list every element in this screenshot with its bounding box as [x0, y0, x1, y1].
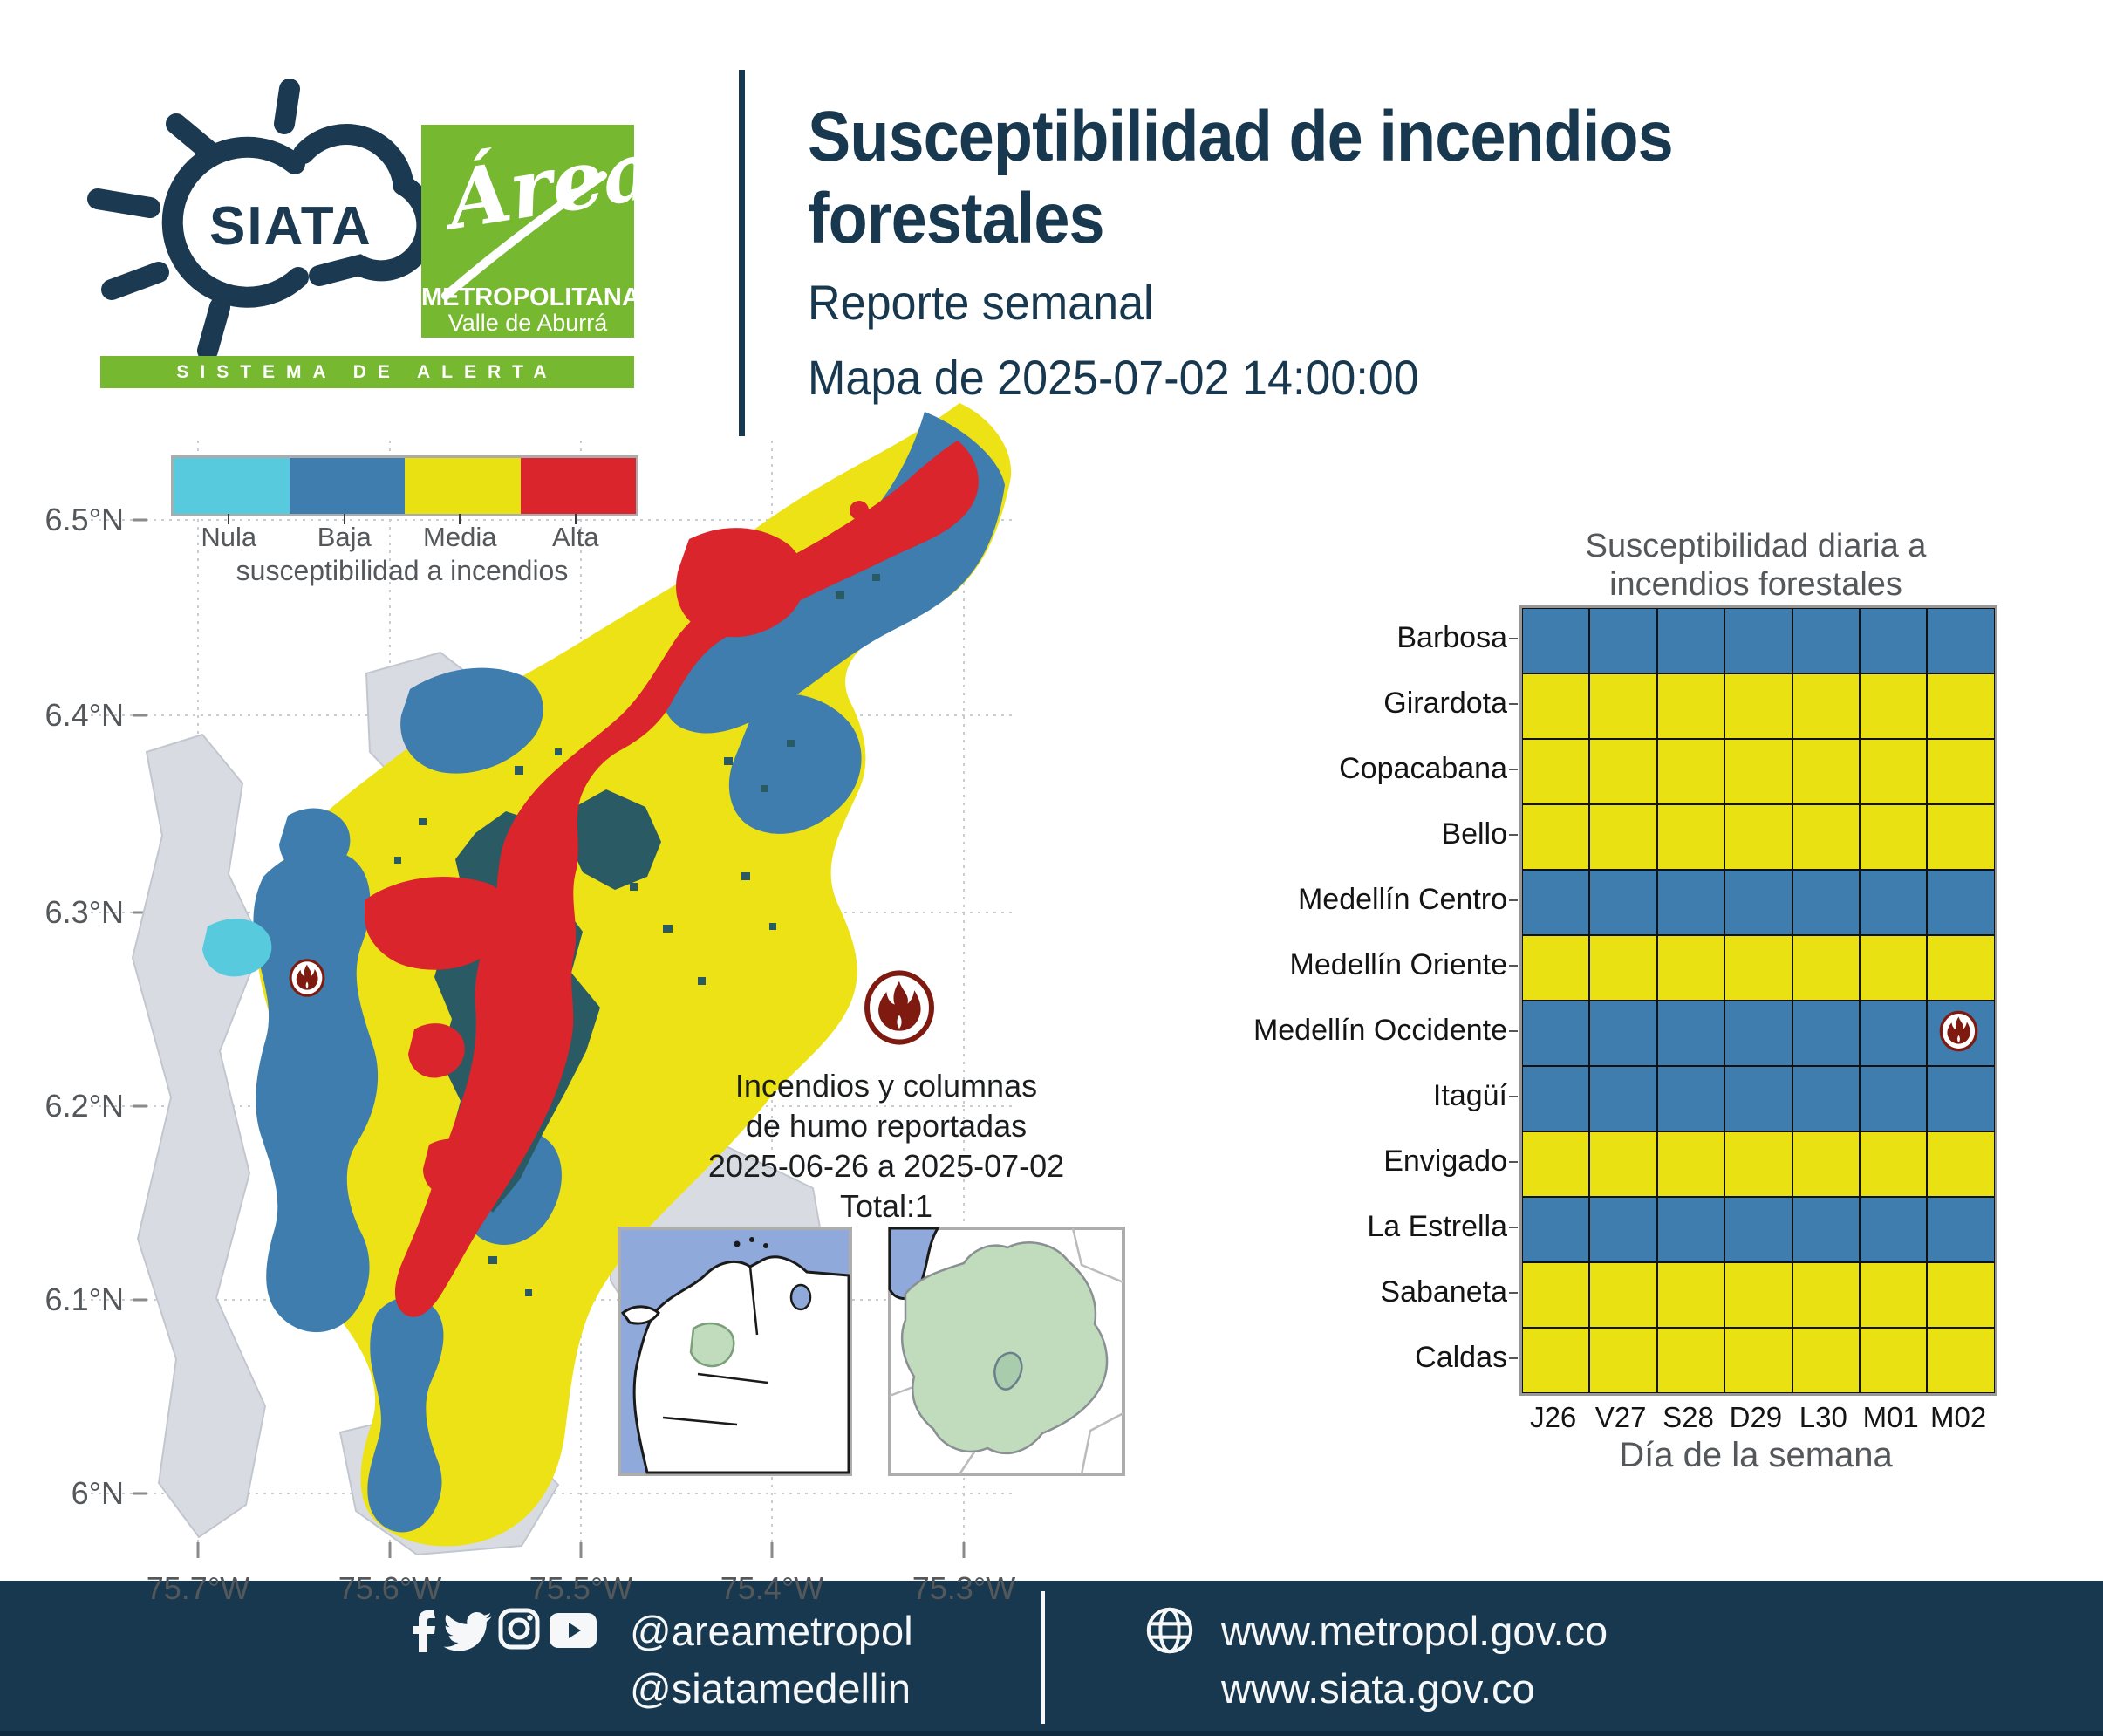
heatmap-cell — [1724, 804, 1792, 870]
heatmap-cell — [1792, 1262, 1860, 1328]
legend-swatch-Baja — [290, 458, 406, 514]
fire-emblem-icon — [867, 973, 932, 1042]
heatmap-row-label: Medellín Oriente — [1289, 948, 1507, 981]
heatmap-cell — [1792, 1001, 1860, 1066]
heatmap-cell — [1927, 804, 1994, 870]
legend-swatch-Alta — [521, 458, 637, 514]
heatmap-cell — [1724, 1328, 1792, 1393]
heatmap-cell — [1522, 1328, 1589, 1393]
heatmap-cell — [1724, 739, 1792, 804]
heatmap-cell — [1927, 1066, 1994, 1131]
heatmap-cell — [1522, 739, 1589, 804]
footer-divider — [1041, 1591, 1045, 1724]
heatmap-cell — [1927, 1131, 1994, 1197]
social-handle-areametropol[interactable]: @areametropol — [630, 1608, 913, 1654]
heatmap-cell — [1792, 1197, 1860, 1262]
map-timestamp: Mapa de 2025-07-02 14:00:00 — [808, 350, 1419, 405]
heatmap-cell — [1792, 739, 1860, 804]
heatmap-cell — [1657, 608, 1724, 673]
heatmap-xtick-label: D29 — [1729, 1401, 1783, 1433]
heatmap-cell — [1860, 1066, 1927, 1131]
map-fire-marker — [290, 960, 324, 995]
heatmap-cell — [1657, 673, 1724, 739]
heatmap-cell — [1589, 870, 1656, 935]
heatmap-cell — [1927, 673, 1994, 739]
heatmap-row-label: Girardota — [1383, 687, 1507, 720]
heatmap-row-tick — [1509, 703, 1518, 705]
heatmap-cell — [1860, 1262, 1927, 1328]
legend-label-Alta: Alta — [552, 522, 599, 552]
social-handle-siatamedellin[interactable]: @siatamedellin — [630, 1665, 912, 1712]
heatmap-cell — [1522, 673, 1589, 739]
heatmap-cell — [1657, 1197, 1724, 1262]
heatmap-row-tick — [1509, 1292, 1518, 1294]
heatmap-cell — [1792, 673, 1860, 739]
map-xtick-label: 75.4°W — [720, 1570, 824, 1606]
heatmap-cell — [1522, 1262, 1589, 1328]
heatmap-cell — [1860, 673, 1927, 739]
heatmap-row-tick — [1509, 965, 1518, 967]
heatmap-cell — [1522, 1197, 1589, 1262]
heatmap-cell — [1657, 935, 1724, 1001]
globe-icon — [1144, 1605, 1195, 1656]
map-xtick-label: 75.3°W — [912, 1570, 1016, 1606]
map-ytick-label: 6.5°N — [44, 502, 124, 537]
annotation-line2: de humo reportadas — [745, 1108, 1028, 1144]
heatmap-row-tick — [1509, 1161, 1518, 1163]
heatmap-cell — [1657, 1262, 1724, 1328]
heatmap-cell — [1522, 804, 1589, 870]
siata-logo-label: SIATA — [209, 196, 372, 256]
heatmap-cell — [1860, 1197, 1927, 1262]
heatmap-row-label: Medellín Occidente — [1253, 1014, 1507, 1047]
heatmap-row-tick — [1509, 1227, 1518, 1228]
heatmap-xtick-label: S28 — [1663, 1401, 1714, 1433]
heatmap-cell — [1792, 1131, 1860, 1197]
heatmap-cell — [1522, 608, 1589, 673]
heatmap-row-label: Itagüí — [1432, 1079, 1507, 1112]
heatmap-row-label: Medellín Centro — [1297, 883, 1507, 916]
annotation-line3: 2025-06-26 a 2025-07-02 — [707, 1148, 1065, 1184]
report-subtitle: Reporte semanal — [808, 275, 1154, 330]
heatmap-row-label: Caldas — [1415, 1341, 1507, 1374]
heatmap-row-tick — [1509, 899, 1518, 901]
heatmap-row-label: Copacabana — [1339, 752, 1507, 785]
heatmap-cell — [1657, 1328, 1724, 1393]
heatmap-cell — [1927, 1262, 1994, 1328]
heatmap-row-tick — [1509, 769, 1518, 770]
heatmap-cell — [1589, 1066, 1656, 1131]
map-ytick-label: 6.2°N — [44, 1088, 124, 1124]
heatmap-cell — [1792, 1066, 1860, 1131]
annotation-line4: Total:1 — [839, 1188, 933, 1224]
twitter-icon[interactable] — [443, 1612, 492, 1652]
inset-map-colombia — [619, 1228, 850, 1474]
heatmap-cell — [1657, 1001, 1724, 1066]
heatmap-row-label: Sabaneta — [1380, 1275, 1507, 1309]
heatmap-xtick-label: L30 — [1799, 1401, 1847, 1433]
heatmap-cell — [1589, 1197, 1656, 1262]
heatmap-cell — [1927, 608, 1994, 673]
map-ytick-label: 6°N — [71, 1475, 124, 1511]
heatmap-cell — [1657, 1131, 1724, 1197]
heatmap-cell — [1860, 870, 1927, 935]
website-siata[interactable]: www.siata.gov.co — [1221, 1665, 1535, 1712]
heatmap-cell — [1522, 1131, 1589, 1197]
heatmap-cell — [1589, 1328, 1656, 1393]
heatmap-cell — [1522, 1001, 1589, 1066]
heatmap-row-label: La Estrella — [1367, 1210, 1507, 1243]
map-xtick-label: 75.5°W — [529, 1570, 633, 1606]
heatmap-cell — [1589, 739, 1656, 804]
heatmap-cell — [1589, 673, 1656, 739]
website-metropol[interactable]: www.metropol.gov.co — [1221, 1608, 1608, 1654]
heatmap-cell — [1792, 1328, 1860, 1393]
title-divider — [739, 70, 745, 436]
heatmap-row-tick — [1509, 1096, 1518, 1097]
heatmap-cell — [1589, 1131, 1656, 1197]
heatmap-cell — [1657, 870, 1724, 935]
heatmap-row-tick — [1509, 1357, 1518, 1359]
heatmap-xlabel: Día de la semana — [1619, 1436, 1893, 1474]
amva-line1: METROPOLITANA — [421, 284, 640, 311]
heatmap-row-label: Envigado — [1383, 1145, 1507, 1178]
heatmap-cell — [1860, 739, 1927, 804]
heatmap-cell — [1927, 1328, 1994, 1393]
heatmap-row-tick — [1509, 834, 1518, 836]
heatmap-title-line1: Susceptibilidad diaria a — [1585, 528, 1927, 564]
legend-label-Media: Media — [423, 522, 497, 552]
heatmap-cell — [1589, 1001, 1656, 1066]
youtube-icon[interactable] — [550, 1613, 597, 1648]
legend-labels — [171, 522, 633, 553]
heatmap-cell — [1724, 870, 1792, 935]
heatmap-cell — [1860, 804, 1927, 870]
legend-label-Nula: Nula — [201, 522, 257, 552]
legend-swatch-Media — [405, 458, 521, 514]
heatmap-grid — [1519, 605, 1997, 1396]
heatmap-cell — [1724, 935, 1792, 1001]
heatmap-xtick-label: V27 — [1594, 1401, 1647, 1433]
heatmap-cell — [1724, 608, 1792, 673]
heatmap-cell — [1657, 804, 1724, 870]
heatmap-cell — [1860, 1131, 1927, 1197]
heatmap-cell — [1589, 608, 1656, 673]
heatmap-cell — [1927, 1197, 1994, 1262]
heatmap-row-label: Barbosa — [1396, 621, 1507, 654]
heatmap-cell — [1860, 608, 1927, 673]
heatmap-cell — [1657, 739, 1724, 804]
siata-banner: SISTEMA DE ALERTA TEMPRANA — [100, 356, 634, 388]
heatmap-row-tick — [1509, 1030, 1518, 1032]
legend-caption: susceptibilidad a incendios — [236, 555, 569, 586]
heatmap-cell — [1724, 1066, 1792, 1131]
heatmap-title — [1494, 527, 2018, 604]
map-ytick-label: 6.1°N — [44, 1281, 124, 1317]
amva-line2: Valle de Aburrá — [447, 310, 608, 336]
heatmap-cell — [1589, 1262, 1656, 1328]
heatmap-xtick-label: M02 — [1929, 1401, 1987, 1433]
heatmap-row-label: Bello — [1441, 817, 1507, 851]
heatmap-cell — [1724, 1197, 1792, 1262]
heatmap-fire-marker — [1938, 1009, 1979, 1053]
map-ytick-label: 6.4°N — [44, 697, 124, 733]
heatmap-cell — [1792, 870, 1860, 935]
heatmap-cell — [1927, 935, 1994, 1001]
heatmap-cell — [1792, 804, 1860, 870]
heatmap-cell — [1927, 870, 1994, 935]
amva-logo — [421, 122, 661, 338]
heatmap-cell — [1657, 1066, 1724, 1131]
page-title-line1: Susceptibilidad de incendios — [808, 97, 1673, 176]
heatmap-cell — [1724, 1262, 1792, 1328]
heatmap-cell — [1792, 608, 1860, 673]
heatmap-cell — [1724, 1131, 1792, 1197]
heatmap-cell — [1522, 935, 1589, 1001]
heatmap-cell — [1860, 1328, 1927, 1393]
heatmap-xtick-label: J26 — [1530, 1401, 1577, 1433]
map-xtick-label: 75.7°W — [146, 1570, 250, 1606]
map-ytick-label: 6.3°N — [44, 894, 124, 930]
page-title-line2: forestales — [808, 179, 1104, 258]
heatmap-cell — [1589, 935, 1656, 1001]
heatmap-cell — [1724, 673, 1792, 739]
legend-colorbar — [171, 455, 638, 516]
map-xtick-label: 75.6°W — [338, 1570, 442, 1606]
heatmap-cell — [1522, 870, 1589, 935]
legend-label-Baja: Baja — [317, 522, 372, 552]
heatmap-cell — [1792, 935, 1860, 1001]
amva-script-text: Área — [440, 122, 661, 248]
instagram-icon[interactable] — [497, 1607, 541, 1651]
heatmap-cell — [1724, 1001, 1792, 1066]
annotation-line1: Incendios y columnas — [734, 1068, 1038, 1104]
heatmap-cell — [1927, 739, 1994, 804]
heatmap-xtick-label: M01 — [1862, 1401, 1919, 1433]
heatmap-cell — [1860, 935, 1927, 1001]
legend-swatch-Nula — [174, 458, 290, 514]
footer-edge — [0, 1731, 2103, 1736]
heatmap-cell — [1860, 1001, 1927, 1066]
heatmap-title-line2: incendios forestales — [1609, 566, 1902, 603]
heatmap-cell — [1589, 804, 1656, 870]
heatmap-row-tick — [1509, 638, 1518, 639]
heatmap-cell — [1522, 1066, 1589, 1131]
